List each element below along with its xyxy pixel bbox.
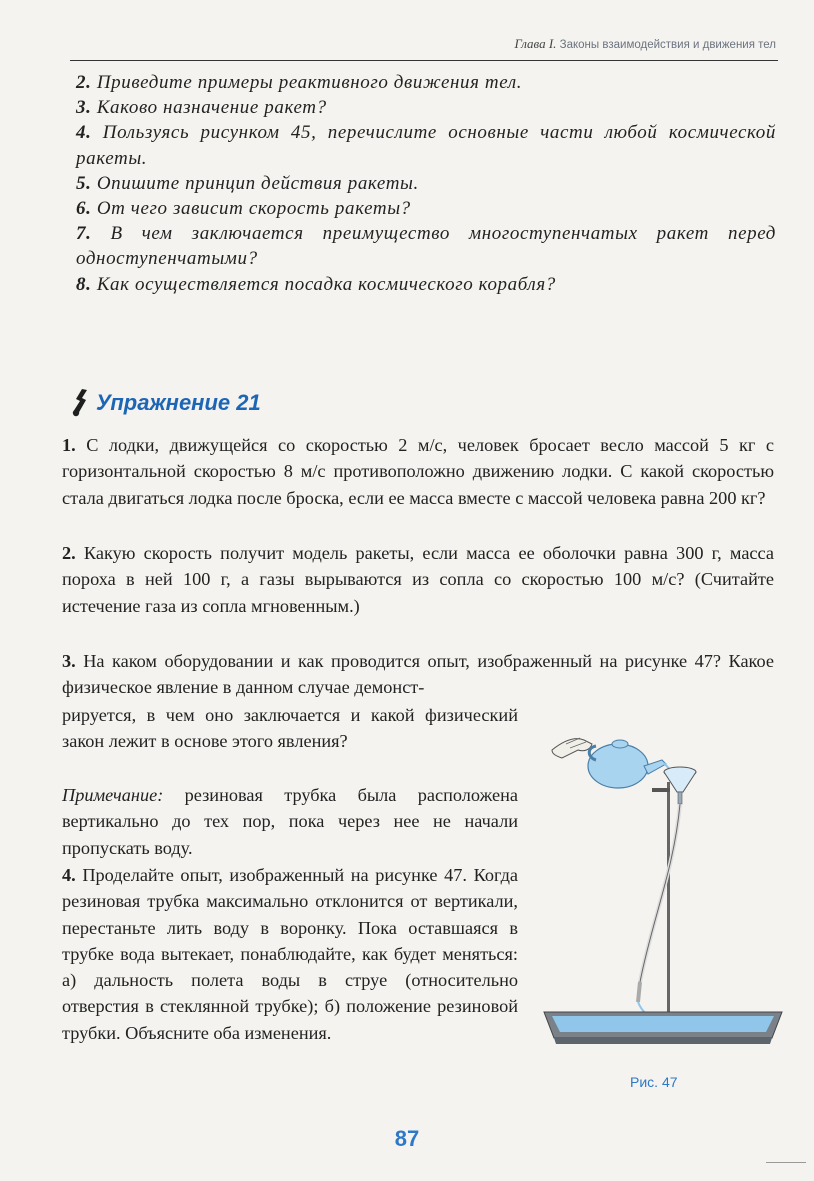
chapter-label: Глава I.	[514, 36, 557, 51]
hand-illustration	[552, 738, 592, 758]
running-head	[514, 36, 776, 52]
review-questions	[76, 70, 776, 297]
header-rule	[70, 60, 778, 61]
chapter-title: Законы взаимодействия и движения тел	[559, 39, 776, 51]
exercise-item: 1. С лодки, движущейся со скоростью 2 м/с, человек бросает весло массой 5 кг с горизонтальной скоростью 8 м/с противоположно движению лодки. С какой скоростью стала двигаться лодка после броска, если ее масса вместе с массой человека равна 200 кг?	[62, 435, 774, 508]
exercise-item: 3. На каком оборудовании и как проводится опыт, изображенный на рисунке 47? Какое физическое явление в данном случае демонст-	[62, 651, 774, 698]
exercise-item-continued: рируется, в чем оно заключается и какой физический закон лежит в основе этого явления?	[62, 705, 518, 752]
teapot-illustration	[588, 740, 678, 788]
rubber-tube-illustration	[638, 804, 680, 1022]
question-item: 5. Опишите принцип действия ракеты.	[76, 172, 419, 194]
page-number: 87	[394, 1126, 420, 1151]
question-item: 4. Пользуясь рисунком 45, перечислите основные части любой космической ракеты.	[76, 122, 776, 169]
exercise-note: Примечание: резиновая трубка была расположена вертикально до тех пор, пока через нее не начали пропускать воду.	[62, 785, 518, 858]
figure-caption: Рис. 47	[630, 1074, 678, 1090]
question-item: 6. От чего зависит скорость ракеты?	[76, 198, 411, 220]
exercise-item: 4. Проделайте опыт, изображенный на рисунке 47. Когда резиновая трубка максимально отклонится от вертикали, перестаньте лить воду в воронку. Пока оставшаяся в трубке вода вытекает, понаблюдайте, как будет меняться: а) дальность полета воды в струе (относительно отверстия в стеклянной трубке); б) положение резиновой трубки. Объясните оба изменения.	[62, 865, 518, 1043]
experiment-figure	[540, 720, 790, 1080]
exercise-item: 2. Какую скорость получит модель ракеты, если масса ее оболочки равна 300 г, масса пороха в ней 100 г, а газы вырываются из сопла со скоростью 100 м/с? (Считайте истечение газа из сопла мгновенным.)	[62, 543, 774, 616]
pen-nib-icon	[70, 388, 90, 418]
exercise-title: Упражнение 21	[96, 390, 261, 415]
tray-illustration	[544, 1012, 782, 1044]
question-item: 2. Приведите примеры реактивного движения тел.	[76, 72, 523, 93]
exercise-heading	[70, 388, 261, 418]
stand-illustration	[652, 782, 670, 1032]
question-item: 3. Каково назначение ракет?	[76, 97, 327, 119]
question-item: 7. В чем заключается преимущество многоступенчатых ракет перед одноступенчатыми?	[76, 223, 776, 270]
corner-rule	[766, 1162, 806, 1163]
question-item: 8. Как осуществляется посадка космического корабля?	[76, 273, 556, 295]
